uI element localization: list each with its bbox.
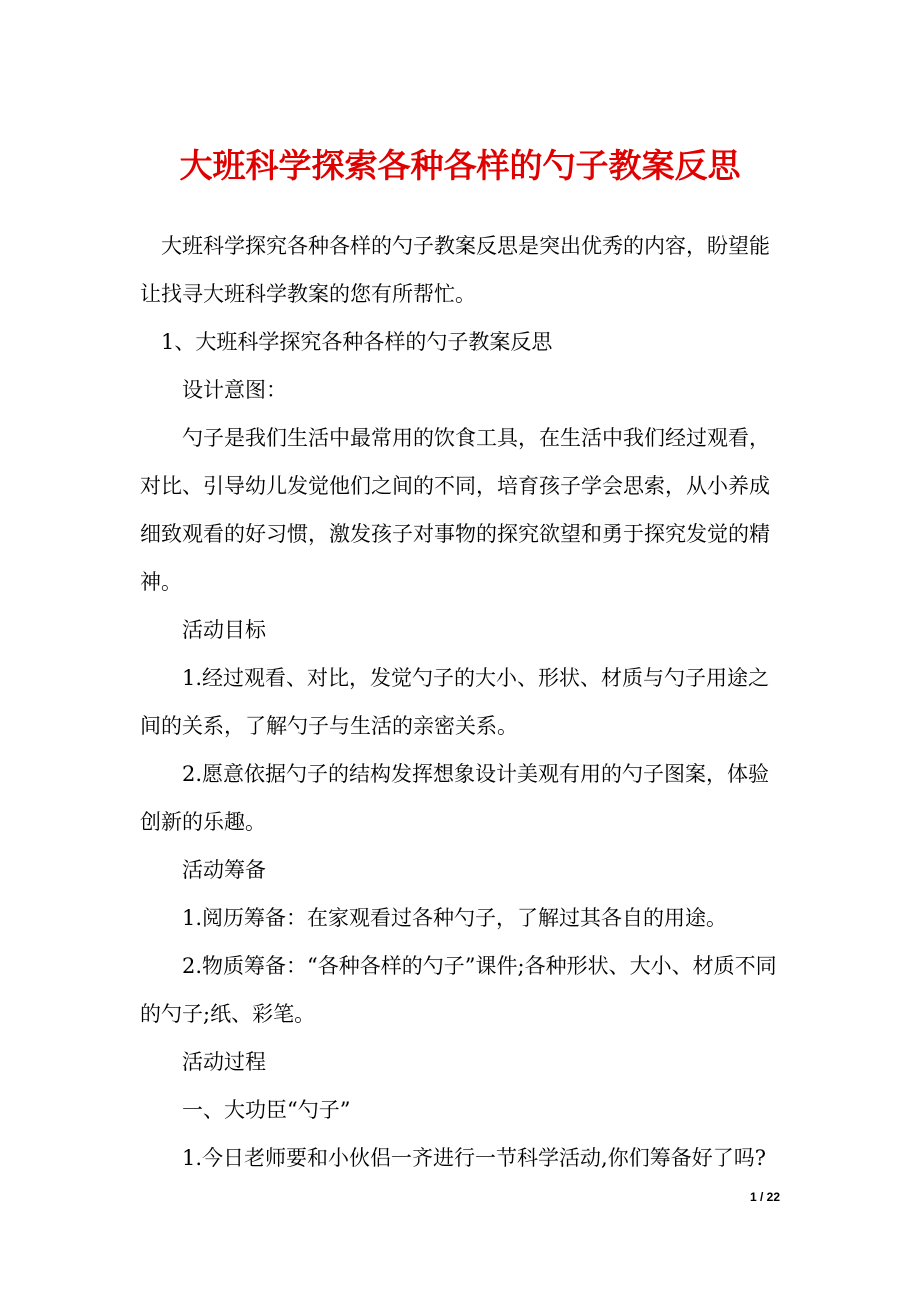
intro-paragraph: 大班科学探究各种各样的勺子教案反思是突出优秀的内容，盼望能让找寻大班科学教案的您有所帮忙。: [140, 234, 770, 306]
goal-item-1: 1.经过观看、对比，发觉勺子的大小、形状、材质与勺子用途之间的关系，了解勺子与生活的亲密关系。: [140, 666, 770, 738]
preparation-item-2: 2.物质筹备：“各种各样的勺子”课件;各种形状、大小、材质不同的勺子;纸、彩笔。: [140, 954, 777, 1026]
design-intent-paragraph: 勺子是我们生活中最常用的饮食工具，在生活中我们经过观看，对比、引导幼儿发觉他们之间的不同，培育孩子学会思索，从小养成细致观看的好习惯，激发孩子对事物的探究欲望和勇于探究发觉的精神。: [140, 426, 770, 594]
process-step-1: 1.今日老师要和小伙侣一齐进行一节科学活动,你们筹备好了吗?: [182, 1146, 766, 1170]
process-section-1: 一、大功臣“勺子”: [182, 1098, 351, 1122]
design-intent-heading: 设计意图：: [182, 378, 287, 402]
document-body: [140, 222, 782, 1182]
activity-goals-heading: 活动目标: [182, 618, 266, 642]
document-title: 大班科学探索各种各样的勺子教案反思: [179, 146, 741, 185]
page-number: 1 / 22: [749, 1190, 780, 1204]
activity-preparation-heading: 活动筹备: [182, 858, 266, 882]
preparation-item-1: 1.阅历筹备：在家观看过各种勺子，了解过其各自的用途。: [182, 906, 728, 930]
section-heading-1: 1、大班科学探究各种各样的勺子教案反思: [161, 330, 553, 354]
activity-process-heading: 活动过程: [182, 1050, 266, 1074]
goal-item-2: 2.愿意依据勺子的结构发挥想象设计美观有用的勺子图案，体验创新的乐趣。: [140, 762, 770, 834]
